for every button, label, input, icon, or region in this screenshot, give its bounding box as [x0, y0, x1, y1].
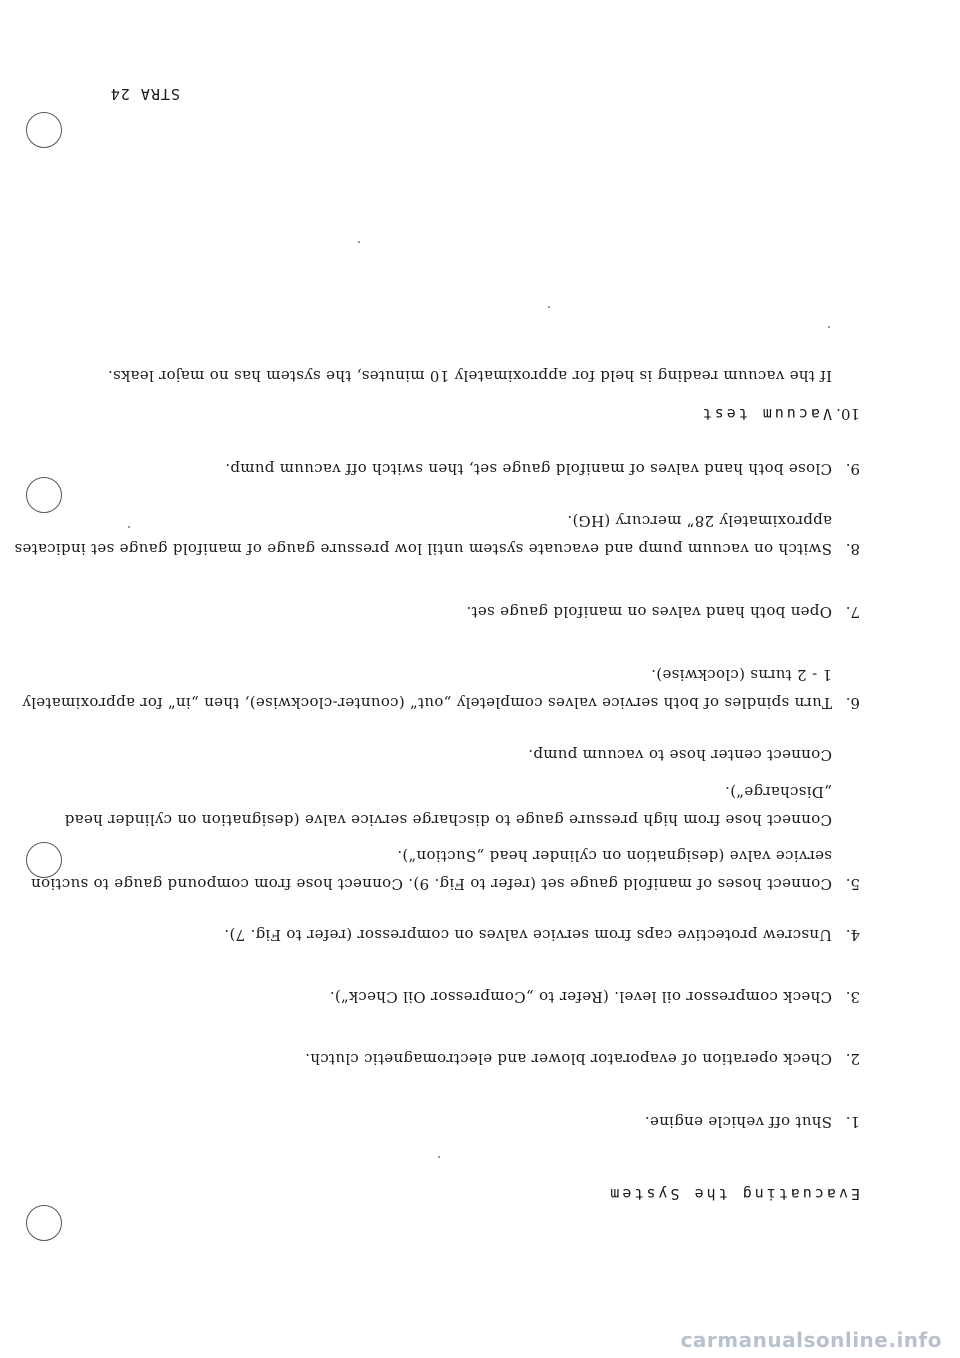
step-number: 5. — [845, 875, 860, 893]
step-text: Turn spindles of both service valves completely „out“ (counter-clockwise), then „in“ for approximately — [22, 694, 832, 712]
step-text: 1 - 2 turns (clockwise). — [650, 666, 832, 684]
step-text: „Discharge“). — [724, 783, 832, 801]
punch-hole — [26, 1205, 62, 1241]
step-text: Connect hose from high pressure gauge to discharge service valve (designation on cylinder head — [64, 811, 832, 829]
scan-speck — [548, 306, 550, 308]
step-text: service valve (designation on cylinder head „Suction“). — [397, 847, 832, 865]
step-number: 4. — [845, 926, 860, 944]
step-text: Shut off vehicle engine. — [644, 1113, 832, 1131]
page-number: STRA 24 — [109, 85, 180, 103]
step-text: Close both hand valves of manifold gauge set, then switch off vacuum pump. — [225, 460, 832, 478]
scan-speck — [358, 241, 360, 243]
step-number: 1. — [845, 1113, 860, 1131]
punch-hole — [26, 842, 62, 878]
step-number: 6. — [845, 694, 860, 712]
step-text: Open both hand valves on manifold gauge set. — [466, 603, 832, 621]
step-number: 10. — [836, 405, 860, 423]
step-number: 3. — [845, 988, 860, 1006]
step-text: Switch on vacuum pump and evacuate system until low pressure gauge of manifold gauge set indicates — [14, 540, 832, 558]
step-number: 9. — [845, 460, 860, 478]
scan-speck — [828, 326, 830, 328]
step-text: If the vacuum reading is held for approximately 10 minutes, the system has no major leaks. — [107, 367, 832, 385]
step-number: 2. — [845, 1050, 860, 1068]
step-text: Connect hoses of manifold gauge set (refer to Fig. 9). Connect hose from compound gauge to suction — [30, 875, 832, 893]
watermark-text: carmanualsonline.info — [680, 1328, 942, 1352]
section-heading: Evacuating the System — [607, 1185, 860, 1203]
step-number: 7. — [845, 603, 860, 621]
step-text: Check compressor oil level. (Refer to „Compressor Oil Check“). — [329, 988, 832, 1006]
punch-hole — [26, 112, 62, 148]
step-text: Unscrew protective caps from service valves on compressor (refer to Fig. 7). — [224, 926, 832, 944]
step-number: 8. — [845, 540, 860, 558]
scan-speck — [438, 1156, 440, 1158]
step-text: Connect center hose to vacuum pump. — [527, 746, 832, 764]
scan-speck — [128, 526, 130, 528]
step-text: approximately 28” mercury (HG). — [567, 512, 832, 530]
step-text: Check operation of evaporator blower and electromagnetic clutch. — [304, 1050, 832, 1068]
step-subheading: Vacuum test — [699, 405, 832, 423]
punch-hole — [26, 477, 62, 513]
